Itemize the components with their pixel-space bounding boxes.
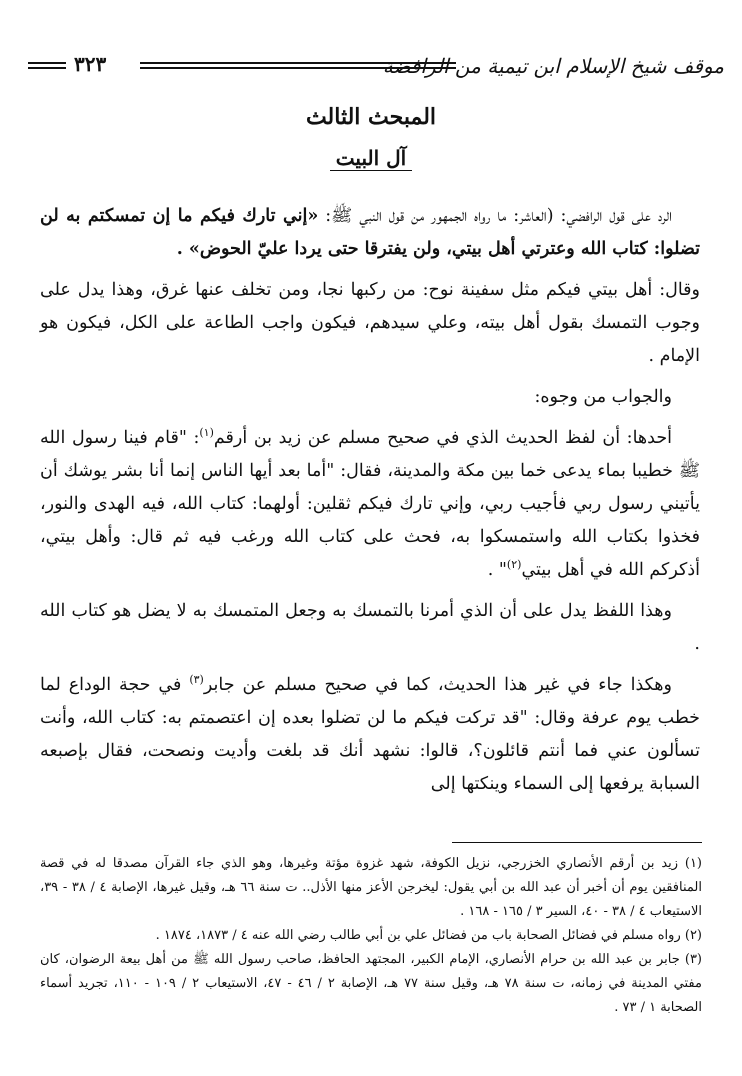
subsection-heading-wrap (0, 146, 742, 170)
paragraph (40, 200, 700, 266)
footnote-ref[interactable]: (٢) (506, 558, 522, 572)
section-heading: المبحث الثالث (305, 104, 437, 130)
footnote-ref[interactable]: (١) (199, 426, 214, 440)
paragraph-intro: الرد على قول الرافضي: (العاشر: ما رواه الجمهور من قول النبي ﷺ: (318, 206, 672, 226)
header-rule (140, 62, 456, 69)
footnote: (٣) جابر بن عبد الله بن حرام الأنصاري، الإمام الكبير، المجتهد الحافظ، صاحب رسول الله ﷺ من أهل بيعة الرضوان، كان مفتي المدينة في زمانه، ت سنة ٧٨ هـ، وقيل سنة ٧٧ هـ، الإصابة ٢ / ٤٦ - ٤٧، الاستيعاب ٢ / ١٠٩ - ١١٠، تجريد أسماء الصحابة ١ / ٧٣ . (40, 952, 702, 1015)
footnote: (٢) رواه مسلم في فضائل الصحابة باب من فضائل علي بن أبي طالب رضي الله عنه ٤ / ١٨٧٣، ١٨٧٤ . (155, 928, 702, 943)
paragraph-text: في حجة الوداع لما خطب يوم عرفة وقال: "قد تركت فيكم ما لن تضلوا بعده إن اعتصمتم به: كتاب الله، وأنت تسألون عني فما أنتم قائلون؟، قالوا: نشهد أنك قد بلغت وأديت ونصحت، فقال بإصبعه السبابة يرفعها إلى السماء وينكتها إلى (40, 675, 700, 794)
paragraph: وقال: أهل بيتي فيكم مثل سفينة نوح: من ركبها نجا، ومن تخلف عنها غرق، وهذا يدل على وجوب التمسك بقول أهل بيته، وعلي سيدهم، فيكون واجب الطاعة على الكل، فيكون هو الإمام . (40, 280, 700, 366)
paragraph-text: " . (487, 560, 507, 580)
footnote: (١) زيد بن أرقم الأنصاري الخزرجي، نزيل الكوفة، شهد غزوة مؤتة وغيرها، وهو الذي جاء القرآن مصدقا له في قصة المنافقين يوم أن أخبر أن عبد الله بن أبي يقول: ليخرجن الأعز منها الأذل.. ت سنة ٦٦ هـ، وقيل غيرها، الإصابة ٤ / ٣٨ - ٣٩، الاستيعاب ٤ / ٣٨ - ٤٠، السير ٣ / ١٦٥ - ١٦٨ . (40, 856, 702, 919)
page-number: ٣٢٣ (74, 52, 107, 76)
running-header (28, 52, 724, 86)
header-dash (28, 62, 66, 69)
paragraph (40, 669, 700, 801)
footnote-separator (452, 842, 702, 843)
footnote-ref[interactable]: (٣) (189, 673, 204, 687)
paragraph-text: : "قام فينا رسول الله ﷺ خطيبا بماء يدعى خما بين مكة والمدينة، فقال: "أما بعد أيها الناس إنما أنا بشر يوشك أن يأتيني رسول ربي فأجيب ربي، وإني تارك فيكم ثقلين: أولهما: كتاب الله، فيه الهدى والنور، فخذوا بكتاب الله واستمسكوا به، فحث على كتاب الله ورغب فيه ثم قال: وأهل بيتي، أذكركم الله في أهل بيتي (40, 428, 700, 580)
main-text (40, 200, 700, 809)
paragraph: وهذا اللفظ يدل على أن الذي أمرنا بالتمسك به وجعل المتمسك به لا يضل هو كتاب الله . (40, 601, 700, 654)
subsection-heading: آل البيت (330, 146, 412, 171)
hadith-quote: «إني تارك فيكم ما إن تمسكتم به لن تضلوا: كتاب الله وعترتي أهل بيتي، ولن يفترقا حتى يردا عليّ الحوض» . (40, 206, 700, 259)
footnotes (40, 852, 702, 1020)
paragraph (40, 422, 700, 587)
paragraph-text: وهكذا جاء في غير هذا الحديث، كما في صحيح مسلم عن جابر (203, 675, 672, 695)
paragraph: والجواب من وجوه: (534, 387, 672, 407)
book-title: موقف شيخ الإسلام ابن تيمية من الرافضة (382, 54, 724, 78)
paragraph-text: أحدها: أن لفظ الحديث الذي في صحيح مسلم عن زيد بن أرقم (213, 428, 672, 448)
